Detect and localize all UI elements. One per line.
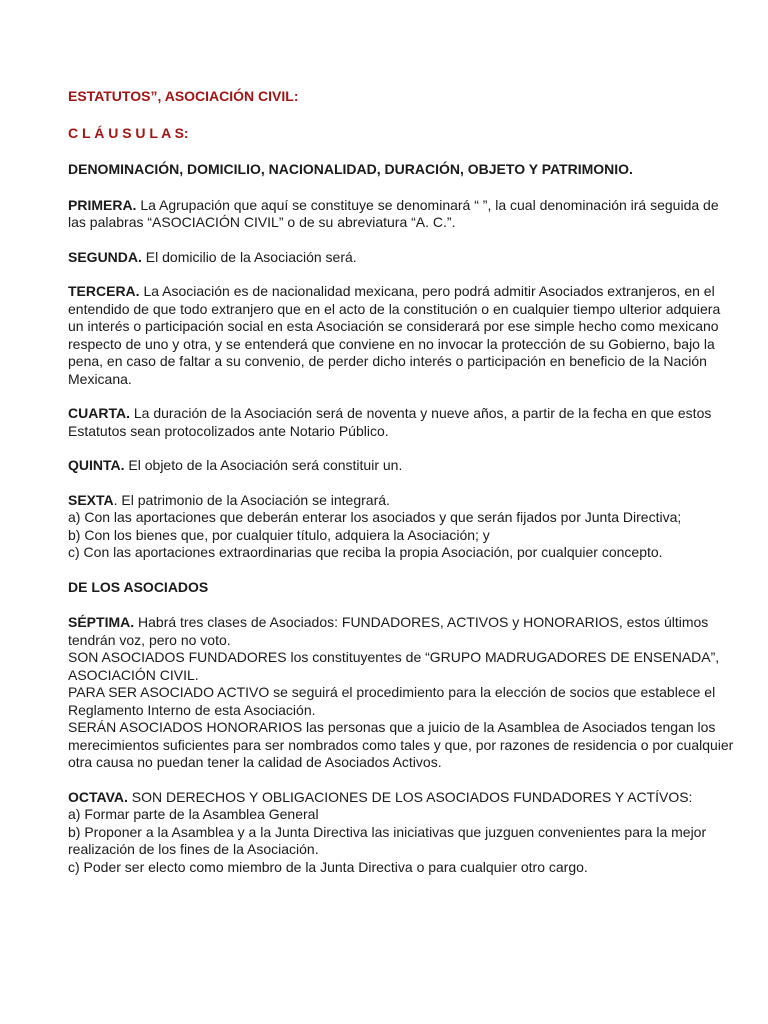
list-item: b) Con los bienes que, por cualquier título, adquiera la Asociación; y [68,526,490,543]
clause-text: El objeto de la Asociación será constituir un. [124,457,403,473]
clause-label: SEGUNDA. [68,248,142,265]
clause-primera [68,197,736,232]
clause-sexta [68,492,736,562]
clause-text: La Asociación es de nacionalidad mexicana, pero podrá admitir Asociados extranjeros, en el entendido de que todo extranjero que en el acto de la constitución o en cualquier tiempo ulterior adquiera un interés o participación social en esta Asociación se considerará por ese simple hecho como mexicano respecto de uno y otra, y se entenderá que conviene en no invocar la protección de su Gobierno, bajo la pena, en caso de faltar a su convenio, de perder dicho interés o participación en beneficio de la Nación Mexicana. [68,283,721,387]
list-item: b) Proponer a la Asamblea y a la Junta Directiva las iniciativas que juzguen convenientes para la mejor realización de los fines de la Asociación. [68,823,707,857]
clause-text: La duración de la Asociación será de noventa y nueve años, a partir de la fecha en que estos Estatutos sean protocolizados ante Notario Público. [68,405,712,439]
list-item: c) Poder ser electo como miembro de la Junta Directiva o para cualquier otro cargo. [68,858,588,875]
clause-label: SEXTA [68,491,114,508]
clause-octava [68,789,736,877]
clause-label: TERCERA. [68,283,140,299]
clause-line: SON ASOCIADOS FUNDADORES los constituyentes de “GRUPO MADRUGADORES DE ENSENADA”, ASOCIACIÓN CIVIL. [68,649,720,683]
clausulas-heading: C L Á U S U L A S: [68,124,189,141]
clause-text: El domicilio de la Asociación será. [141,248,357,265]
clause-label: OCTAVA. [68,788,128,805]
list-item: a) Formar parte de la Asamblea General [68,806,319,822]
document-body [68,88,736,893]
clause-quinta [68,457,736,475]
clause-text: SON DERECHOS Y OBLIGACIONES DE LOS ASOCIADOS FUNDADORES Y ACTÍVOS: [127,788,693,805]
section-heading-asociados: DE LOS ASOCIADOS [68,578,209,595]
clause-line: PARA SER ASOCIADO ACTIVO se seguirá el procedimiento para la elección de socios que establece el Reglamento Interno de esta Asociación. [68,684,716,718]
clause-cuarta [68,405,736,440]
clause-septima [68,614,736,772]
clause-segunda [68,249,736,267]
clause-line: SERÁN ASOCIADOS HONORARIOS las personas que a juicio de la Asamblea de Asociados tengan los merecimientos suficientes para ser nombrados como tales y que, por razones de residencia o por cualquier otra causa no puedan tener la calidad de Asociados Activos. [68,719,734,770]
list-item: a) Con las aportaciones que deberán enterar los asociados y que serán fijados por Junta Directiva; [68,509,682,525]
list-item: c) Con las aportaciones extraordinarias que reciba la propia Asociación, por cualquier concepto. [68,544,663,560]
clause-text: Habrá tres clases de Asociados: FUNDADORES, ACTIVOS y HONORARIOS, estos últimos tendrán voz, pero no voto. [68,614,709,648]
clause-text: . El patrimonio de la Asociación se integrará. [113,491,390,508]
clause-label: CUARTA. [68,405,130,421]
document-title: ESTATUTOS”, ASOCIACIÓN CIVIL: [68,88,299,104]
section-heading-denominacion: DENOMINACIÓN, DOMICILIO, NACIONALIDAD, DURACIÓN, OBJETO Y PATRIMONIO. [68,161,633,177]
clause-text: La Agrupación que aquí se constituye se denominará “ ”, la cual denominación irá seguida de las palabras “ASOCIACIÓN CIVIL” o de su abreviatura “A. C.”. [68,196,719,230]
clause-label: SÉPTIMA. [68,614,135,630]
clause-label: QUINTA. [68,457,125,473]
clause-tercera [68,283,736,388]
clause-label: PRIMERA. [68,196,137,213]
